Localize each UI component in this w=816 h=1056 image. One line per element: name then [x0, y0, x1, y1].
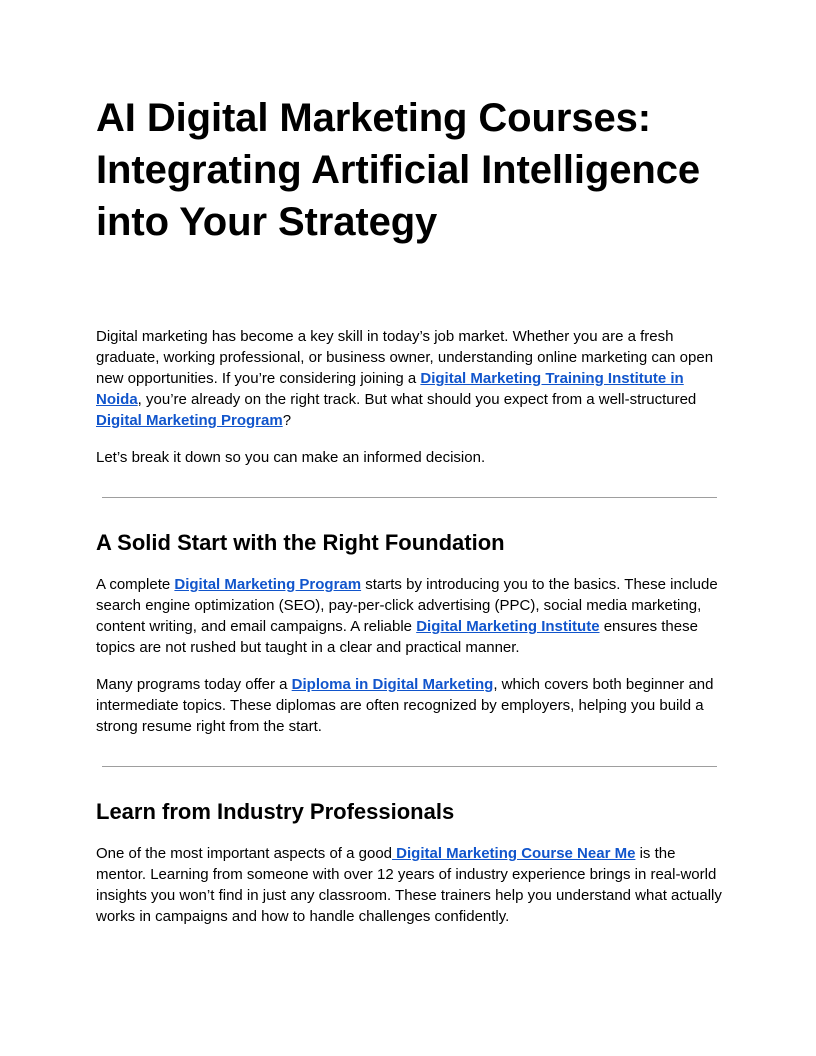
foundation-paragraph-1 — [96, 574, 722, 658]
intro-text-3: ? — [282, 412, 292, 429]
foundation-text-5: , which covers both beginner and intermediate topics. These diplomas are often recognized by employers, helping you build a strong resume right from the start. — [96, 676, 714, 735]
section-heading-foundation: A Solid Start with the Right Foundation — [96, 530, 505, 555]
section-heading-professionals: Learn from Industry Professionals — [96, 799, 455, 824]
link-course-near-me[interactable]: Digital Marketing Course Near Me — [392, 845, 636, 862]
document-title: AI Digital Marketing Courses: Integrating Artificial Intelligence into Your Strategy — [96, 96, 701, 244]
link-training-institute-noida[interactable]: Digital Marketing Training Institute in Noida — [96, 370, 684, 408]
document-page — [96, 92, 722, 927]
intro-text-1: Digital marketing has become a key skill in today’s job market. Whether you are a fresh graduate, working professional, or business owner, understanding online marketing can open new opportunities. If you’re considering joining a — [96, 328, 714, 387]
foundation-text-3: ensures these topics are not rushed but taught in a clear and practical manner. — [96, 618, 698, 656]
foundation-text-1: A complete — [96, 576, 175, 593]
professionals-text-1: One of the most important aspects of a good — [96, 845, 393, 862]
link-digital-marketing-program-2[interactable]: Digital Marketing Program — [174, 576, 362, 593]
link-digital-marketing-institute[interactable]: Digital Marketing Institute — [416, 618, 600, 635]
professionals-paragraph — [96, 843, 722, 927]
foundation-text-2: starts by introducing you to the basics. These include search engine optimization (SEO), pay-per-click advertising (PPC), social media marketing, content writing, and email campaigns. A reliable — [96, 576, 718, 635]
link-digital-marketing-program[interactable]: Digital Marketing Program — [96, 412, 283, 429]
link-diploma-digital-marketing[interactable]: Diploma in Digital Marketing — [291, 676, 494, 693]
foundation-paragraph-2 — [96, 674, 722, 737]
intro-paragraph — [96, 326, 722, 431]
intro-text-2: , you’re already on the right track. But what should you expect from a well-structured — [137, 391, 697, 408]
professionals-text-2: is the mentor. Learning from someone with over 12 years of industry experience brings in real-world insights you won’t find in just any classroom. These trainers help you understand what actually works in campaigns and how to handle challenges confidently. — [96, 845, 722, 925]
section-divider-1 — [102, 497, 717, 498]
foundation-text-4: Many programs today offer a — [96, 676, 292, 693]
section-divider-2 — [102, 766, 717, 767]
intro-paragraph-2: Let’s break it down so you can make an informed decision. — [96, 449, 486, 466]
